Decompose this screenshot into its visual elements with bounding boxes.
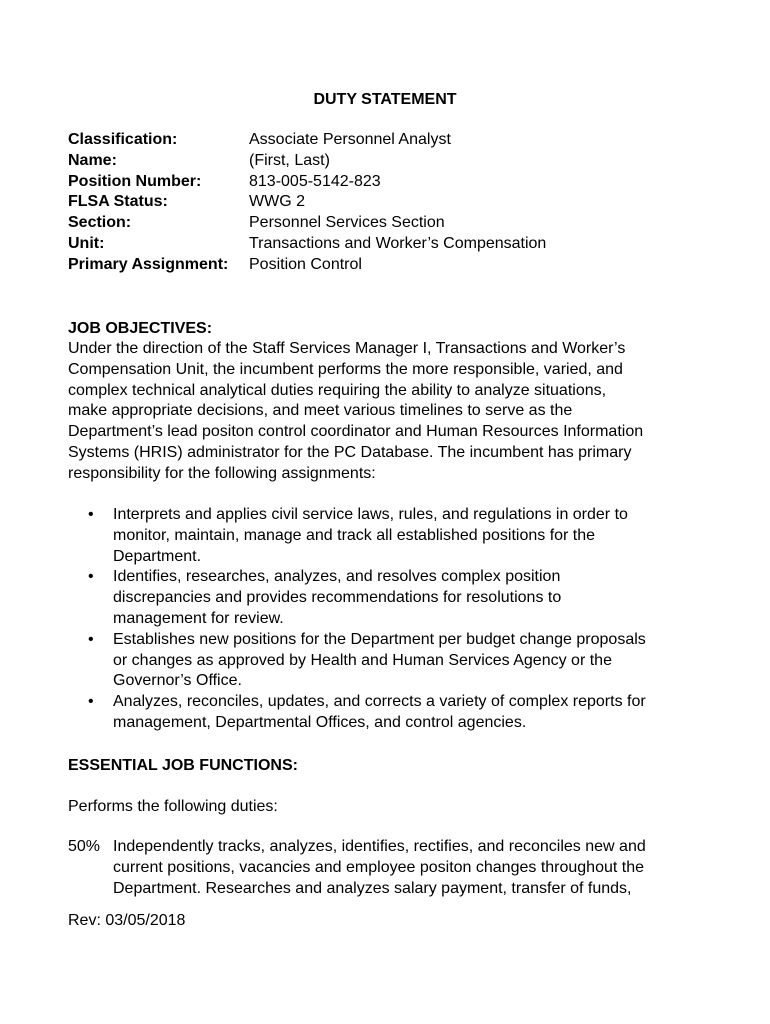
paragraph-line: make appropriate decisions, and meet various timelines to serve as the xyxy=(68,402,573,420)
paragraph-line: responsibility for the following assignments: xyxy=(68,464,376,482)
duty-line: current positions, vacancies and employee positon changes throughout the xyxy=(113,858,645,876)
info-label: Primary Assignment: xyxy=(68,255,229,273)
duties-intro: Performs the following duties: xyxy=(68,798,278,815)
info-row-primary-assignment xyxy=(68,255,546,276)
list-item-text xyxy=(113,567,561,629)
duty-item xyxy=(68,837,646,899)
list-item-line: or changes as approved by Health and Human Services Agency or the xyxy=(113,651,612,669)
list-item-line: management, Departmental Offices, and control agencies. xyxy=(113,713,527,731)
list-item-line: Department. xyxy=(113,547,202,565)
bullet-icon: • xyxy=(88,506,94,523)
list-item-text xyxy=(113,505,628,567)
duty-line: Independently tracks, analyzes, identifies, rectifies, and reconciles new and xyxy=(113,838,646,855)
revision-date: Rev: 03/05/2018 xyxy=(68,912,186,929)
bullet-icon: • xyxy=(88,693,94,711)
bullet-icon: • xyxy=(88,568,94,586)
list-item-line: Identifies, researches, analyzes, and resolves complex position xyxy=(113,568,561,586)
paragraph-line: Systems (HRIS) administrator for the PC Database. The incumbent has primary xyxy=(68,443,632,461)
info-value: 813-005-5142-823 xyxy=(249,172,381,190)
info-row-section xyxy=(68,213,546,234)
info-row-classification xyxy=(68,130,546,151)
info-label: Classification: xyxy=(68,131,178,148)
assignment-bullet-list xyxy=(68,505,646,734)
info-row-flsa-status xyxy=(68,192,546,213)
list-item-line: Analyzes, reconciles, updates, and corrects a variety of complex reports for xyxy=(113,693,646,711)
info-label: Name: xyxy=(68,151,117,169)
paragraph-line: Compensation Unit, the incumbent performs the more responsible, varied, and xyxy=(68,360,623,378)
position-info-table xyxy=(68,130,546,276)
list-item-line: management for review. xyxy=(113,609,284,627)
list-item-line: Interprets and applies civil service laws, rules, and regulations in order to xyxy=(113,506,628,523)
duty-line: Department. Researches and analyzes salary payment, transfer of funds, xyxy=(113,879,632,897)
duty-text xyxy=(113,837,646,899)
info-row-name xyxy=(68,151,546,172)
info-value: WWG 2 xyxy=(249,193,305,211)
info-value: Personnel Services Section xyxy=(249,214,445,232)
paragraph-line: Under the direction of the Staff Services Manager I, Transactions and Worker’s xyxy=(68,340,626,357)
job-objectives-paragraph xyxy=(68,339,718,485)
paragraph-line: Department’s lead positon control coordinator and Human Resources Information xyxy=(68,423,644,441)
list-item-line: discrepancies and provides recommendations for resolutions to xyxy=(113,589,562,607)
list-item xyxy=(68,567,646,629)
list-item-text xyxy=(113,692,646,734)
list-item xyxy=(68,630,646,692)
list-item-line: Establishes new positions for the Department per budget change proposals xyxy=(113,630,646,648)
duty-percent: 50% xyxy=(68,838,101,855)
info-label: Unit: xyxy=(68,234,105,252)
list-item xyxy=(68,692,646,734)
info-value: Associate Personnel Analyst xyxy=(249,131,451,148)
info-row-unit xyxy=(68,234,546,255)
list-item-line: Governor’s Office. xyxy=(113,672,242,690)
job-objectives-heading: JOB OBJECTIVES: xyxy=(68,320,213,337)
info-value: Transactions and Worker’s Compensation xyxy=(249,234,547,252)
list-item xyxy=(68,505,646,567)
document-title: DUTY STATEMENT xyxy=(313,91,457,108)
info-label: FLSA Status: xyxy=(68,193,168,211)
info-value: (First, Last) xyxy=(249,151,330,169)
essential-functions-heading: ESSENTIAL JOB FUNCTIONS: xyxy=(68,757,298,774)
list-item-text xyxy=(113,630,646,692)
list-item-line: monitor, maintain, manage and track all established positions for the xyxy=(113,526,596,544)
info-value: Position Control xyxy=(249,255,362,273)
info-row-position-number xyxy=(68,172,546,193)
paragraph-line: complex technical analytical duties requiring the ability to analyze situations, xyxy=(68,381,607,399)
info-label: Section: xyxy=(68,214,132,232)
info-label: Position Number: xyxy=(68,172,202,190)
bullet-icon: • xyxy=(88,630,94,648)
